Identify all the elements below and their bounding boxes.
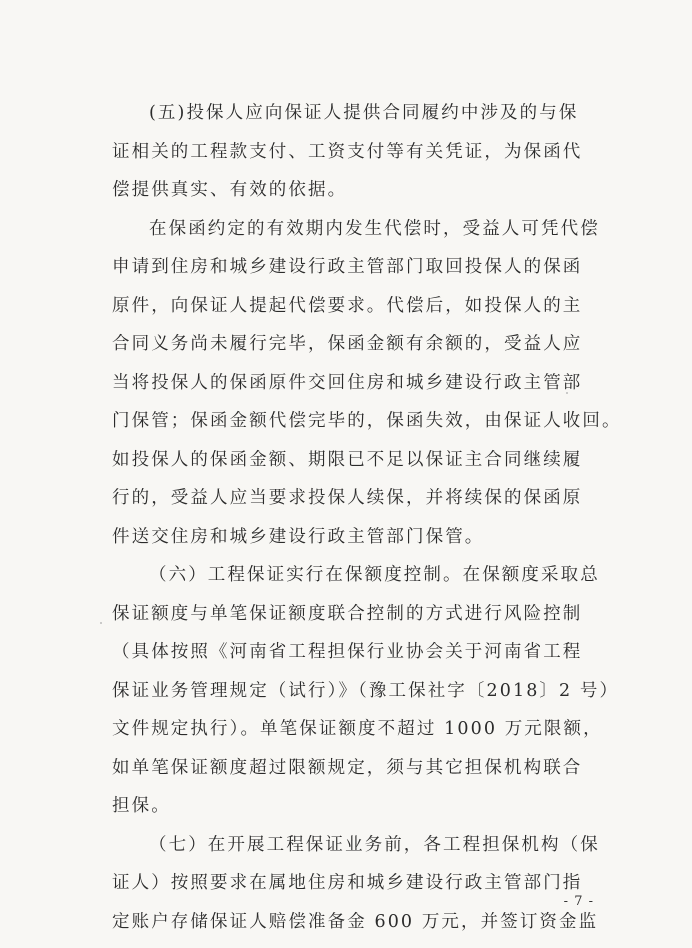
text-line: 证人）按照要求在属地住房和城乡建设行政主管部门指 [112,873,583,893]
text-line: 偿提供真实、有效的依据。 [112,180,348,200]
text-line: 保证业务管理规定（试行）》（豫工保社字〔2018〕2 号） [112,680,620,701]
paragraph-claim [112,210,622,557]
text-line: 定账户存储保证人赔偿准备金 600 万元，并签订资金监 [112,911,599,932]
text-line: 如单笔保证额度超过限额规定，须与其它担保机构联合 [112,757,583,778]
text-line: （具体按照《河南省工程担保行业协会关于河南省工程 [112,642,583,662]
paragraph-five [112,94,602,210]
text-line: 申请到住房和城乡建设行政主管部门取回投保人的保函 [112,257,583,277]
text-line: 证相关的工程款支付、工资支付等有关凭证，为保函代 [112,141,583,162]
text-line: （六）工程保证实行在保额度控制。在保额度采取总 [149,565,600,585]
text-line: 担保。 [112,796,171,816]
text-line: 当将投保人的保函原件交回住房和城乡建设行政主管部 [112,372,583,393]
text-line: 在保函约定的有效期内发生代偿时，受益人可凭代偿 [149,218,600,239]
text-line: 合同义务尚未履行完毕，保函金额有余额的，受益人应 [112,334,583,354]
paragraph-seven [112,826,602,942]
paragraph-six [112,556,620,826]
text-line: 件送交住房和城乡建设行政主管部门保管。 [112,526,485,547]
document-body [112,94,622,941]
text-line: 保证额度与单笔保证额度联合控制的方式进行风险控制 [112,603,583,624]
text-line: 如投保人的保函金额、期限已不足以保证主合同继续履 [112,449,583,470]
scan-speck [566,392,568,394]
text-line: (五)投保人应向保证人提供合同履约中涉及的与保 [149,103,579,123]
text-line: 门保管；保函金额代偿完毕的，保函失效，由保证人收回。 [112,411,622,431]
text-line: 原件，向保证人提起代偿要求。代偿后，如投保人的主 [112,295,583,316]
page-number: - 7 - [563,894,594,909]
text-line: 行的，受益人应当要求投保人续保，并将续保的保函原 [112,488,583,508]
text-line: （七）在开展工程保证业务前，各工程担保机构（保 [149,834,600,855]
text-line: 文件规定执行）。单笔保证额度不超过 1000 万元限额， [112,719,603,739]
scan-speck [100,622,102,624]
